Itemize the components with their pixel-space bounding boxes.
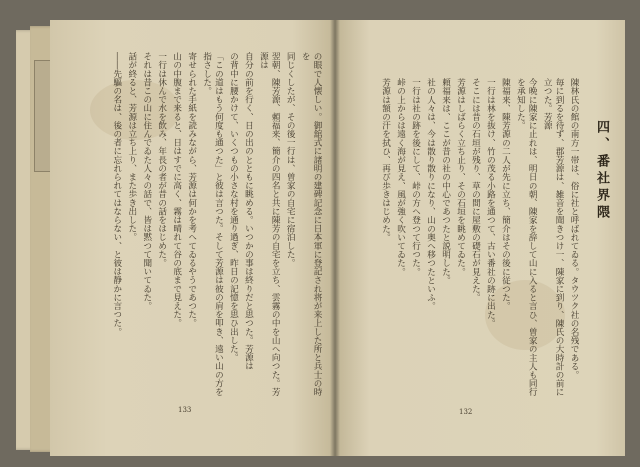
- left-paragraph: 寄せられた手紙を読みながら、芳源は何かを考へてゐるやうであつた。: [186, 52, 197, 328]
- left-paragraph: 自分の前を行く、日の出のとともに眺める。いつかの事は終りだと思つた。芳源は: [243, 52, 254, 371]
- left-page-number: 133: [178, 406, 192, 414]
- section-title: 四、番社界隈: [594, 120, 609, 222]
- left-paragraph: 「この道はもう何度も通つた」と彼は言つた。そして芳源は彼の肩を叩き、遠い山の方を指さした。: [201, 52, 224, 396]
- left-page: [50, 20, 335, 456]
- left-paragraph: ――先驅の名は、後の者に忘れられてはならない、と彼は静かに言つた。: [111, 52, 122, 336]
- book-gutter: [330, 20, 340, 456]
- right-paragraph: 芳源は額の汗を拭ひ、再び歩きはじめた。: [380, 78, 391, 242]
- right-paragraph: 今晩に陳家に止れは、明日の朝、陳家を辞して山に入ると言ひ、曽家の主人も同行を承知した。: [515, 78, 538, 397]
- right-page-text: [347, 78, 579, 400]
- right-paragraph: 陳林氏の館の南方一帯は、俗に社と呼ばれてゐる。タウツク社の名残である。: [569, 78, 579, 379]
- left-page-text: [72, 52, 322, 402]
- right-page: [335, 20, 625, 456]
- left-paragraph: 山の中腹まで来ると、日はすでに高く、霧は晴れて谷の底まで見えた。: [171, 52, 182, 328]
- left-paragraph: 同じくしたが、その後一行は、曽家の自宅に宿泊した。: [285, 52, 296, 267]
- right-paragraph: 一行は社の跡を後にして、峠の方へ登つて行つた。: [410, 78, 421, 276]
- right-paragraph: 一行は林を抜け、竹の茂る小路を通つて、古い番社の跡に出た。: [485, 78, 496, 328]
- right-paragraph: 毎に到るを待ず、郡芳源は、雑音を聞きつけ一、陳家に到り、陳氏の大時計の前に立つた。芳源: [542, 78, 565, 397]
- left-paragraph: それは昔この山に住んでゐた人々の話で、皆は黙つて聞いてゐた。: [141, 52, 152, 310]
- left-paragraph: 話が終ると、芳源は立ち上り、また歩き出した。: [126, 52, 137, 242]
- right-paragraph: 峠の上からは遠く海が見え、風が強く吹いてゐた。: [395, 78, 406, 276]
- left-paragraph: の背中に腰かけて、いくつもの小さな村を通り過ぎ、昨日の記憶を思ひ出した。: [228, 52, 239, 362]
- left-paragraph: 翌朝、陳芳源、頼福来、簡介の四名と共に陳芳の自宅を立ち、雲霧の中を山へ向つた。芳源は: [258, 52, 281, 396]
- right-paragraph: 頼福来は、ここが昔の社の中心であつたと説明した。: [440, 78, 451, 285]
- right-page-number: 132: [459, 408, 473, 416]
- left-paragraph: の眼で人懐しい。御舘式に諸明の建碑記念に日本軍に登記され将が来上した所と兵士の時を: [300, 52, 322, 396]
- right-paragraph: そこには昔の石垣が残り、草の間に屋敷の礎石が見えた。: [470, 78, 481, 302]
- right-paragraph: 陳福来、陳芳源の二人が先に立ち、簡介はその後に従つた。: [500, 78, 511, 311]
- right-paragraph: 芳源はしばらく立ち止り、その石垣を眺めてゐた。: [455, 78, 466, 276]
- left-paragraph: 一行は休んで水を飲み、年長の者が昔の話をはじめた。: [156, 52, 167, 267]
- right-paragraph: 社の人々は、今は散り散りになり、山の奥へ移つたといふ。: [425, 78, 436, 311]
